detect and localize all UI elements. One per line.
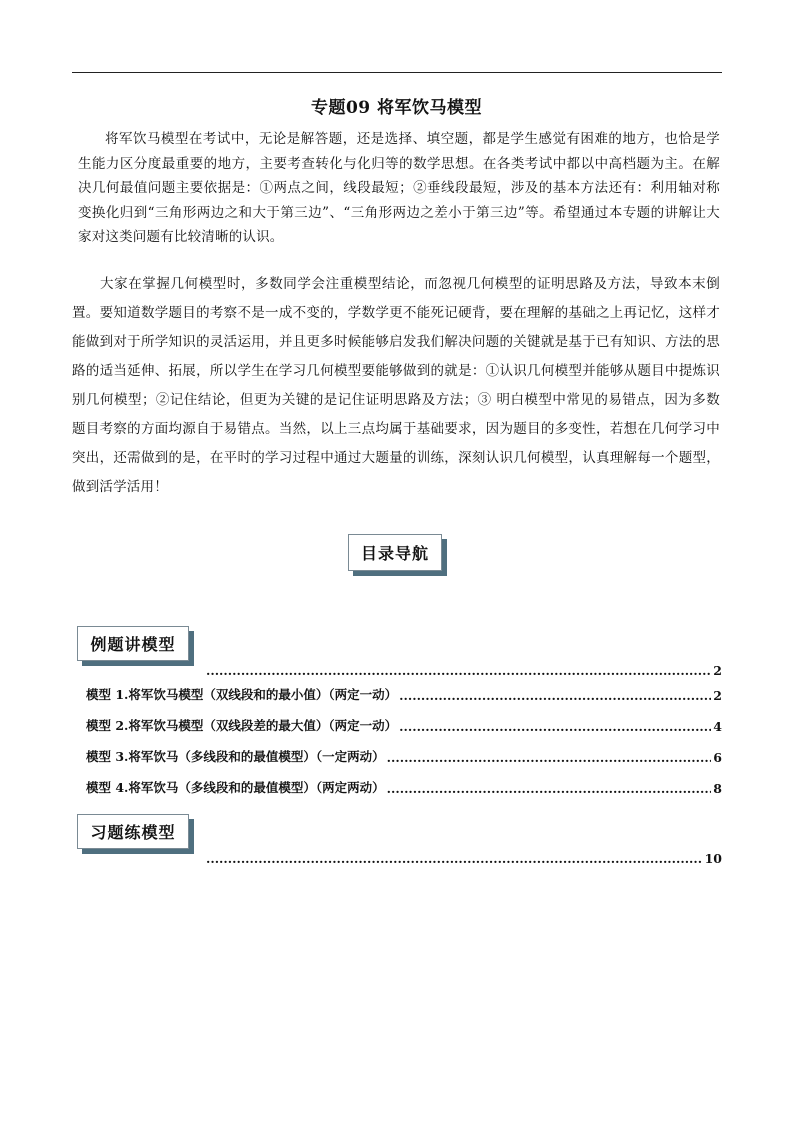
- toc-heading: 目录导航: [348, 534, 442, 571]
- page-title: 专题09 将军饮马模型: [310, 98, 483, 118]
- toc-page-number: 6: [713, 750, 722, 765]
- toc-entry-label: 模型 4.将军饮马（多线段和的最值模型）（两定两动）: [86, 780, 385, 795]
- section-heading-exercises: 习题练模型: [77, 814, 189, 849]
- intro-paragraph-1: 将军饮马模型在考试中，无论是解答题，还是选择、填空题，都是学生感觉有困难的地方，也恰是学生能力区分度最重要的地方，主要考查转化与化归等的数学思想。在各类考试中都以中高档题为主。在解决几何最值问题主要依据是：①两点之间，线段最短；②垂线段最短，涉及的基本方法还有：利用轴对称变换化归到“三角形两边之和大于第三边”、“三角形两边之差小于第三边”等。希望通过本专题的讲解让大家对这类问题有比较清晰的认识。: [78, 131, 720, 245]
- toc-page-number: 4: [713, 719, 722, 734]
- toc-entry-label: 模型 1.将军饮马模型（双线段和的最小值）（两定一动）: [86, 687, 398, 702]
- toc-entry-examples[interactable]: [204, 663, 722, 678]
- toc-entry-label: 模型 3.将军饮马（多线段和的最值模型）（一定两动）: [86, 749, 385, 764]
- header-rule: [72, 72, 722, 73]
- section-heading-examples: 例题讲模型: [77, 626, 189, 661]
- toc-dot-leader: [387, 750, 712, 765]
- toc-dot-leader: [399, 688, 711, 703]
- intro-paragraph-2: 大家在掌握几何模型时，多数同学会注重模型结论，而忽视几何模型的证明思路及方法，导致本末倒置。要知道数学题目的考察不是一成不变的，学数学更不能死记硬背，要在理解的基础之上再记忆，这样才能做到对于所学知识的灵活运用，并且更多时候能够启发我们解决问题的关键就是基于已有知识、方法的思路的适当延伸、拓展，所以学生在学习几何模型要能够做到的就是：①认识几何模型并能够从题目中提炼识别几何模型；②记住结论，但更为关键的是记住证明思路及方法；③ 明白模型中常见的易错点，因为多数题目考察的方面均源自于易错点。当然，以上三点均属于基础要求，因为题目的多变性，若想在几何学习中突出，还需做到的是，在平时的学习过程中通过大题量的训练，深刻认识几何模型，认真理解每一个题型，做到活学活用！: [72, 276, 720, 495]
- toc-dot-leader: [387, 781, 712, 796]
- toc-dot-leader: [206, 663, 711, 678]
- toc-dot-leader: [206, 851, 703, 866]
- toc-page-number: 2: [713, 688, 722, 703]
- toc-page-number: 2: [713, 663, 722, 678]
- toc-entry-model-3[interactable]: [86, 747, 722, 765]
- toc-page-number: 8: [713, 781, 722, 796]
- toc-entry-model-1[interactable]: [86, 685, 722, 703]
- toc-page-number: 10: [704, 851, 722, 866]
- toc-entry-exercises[interactable]: [204, 851, 722, 866]
- toc-entry-model-4[interactable]: [86, 778, 722, 796]
- toc-entry-label: 模型 2.将军饮马模型（双线段差的最大值）（两定一动）: [86, 718, 398, 733]
- toc-dot-leader: [399, 719, 711, 734]
- toc-entry-model-2[interactable]: [86, 716, 722, 734]
